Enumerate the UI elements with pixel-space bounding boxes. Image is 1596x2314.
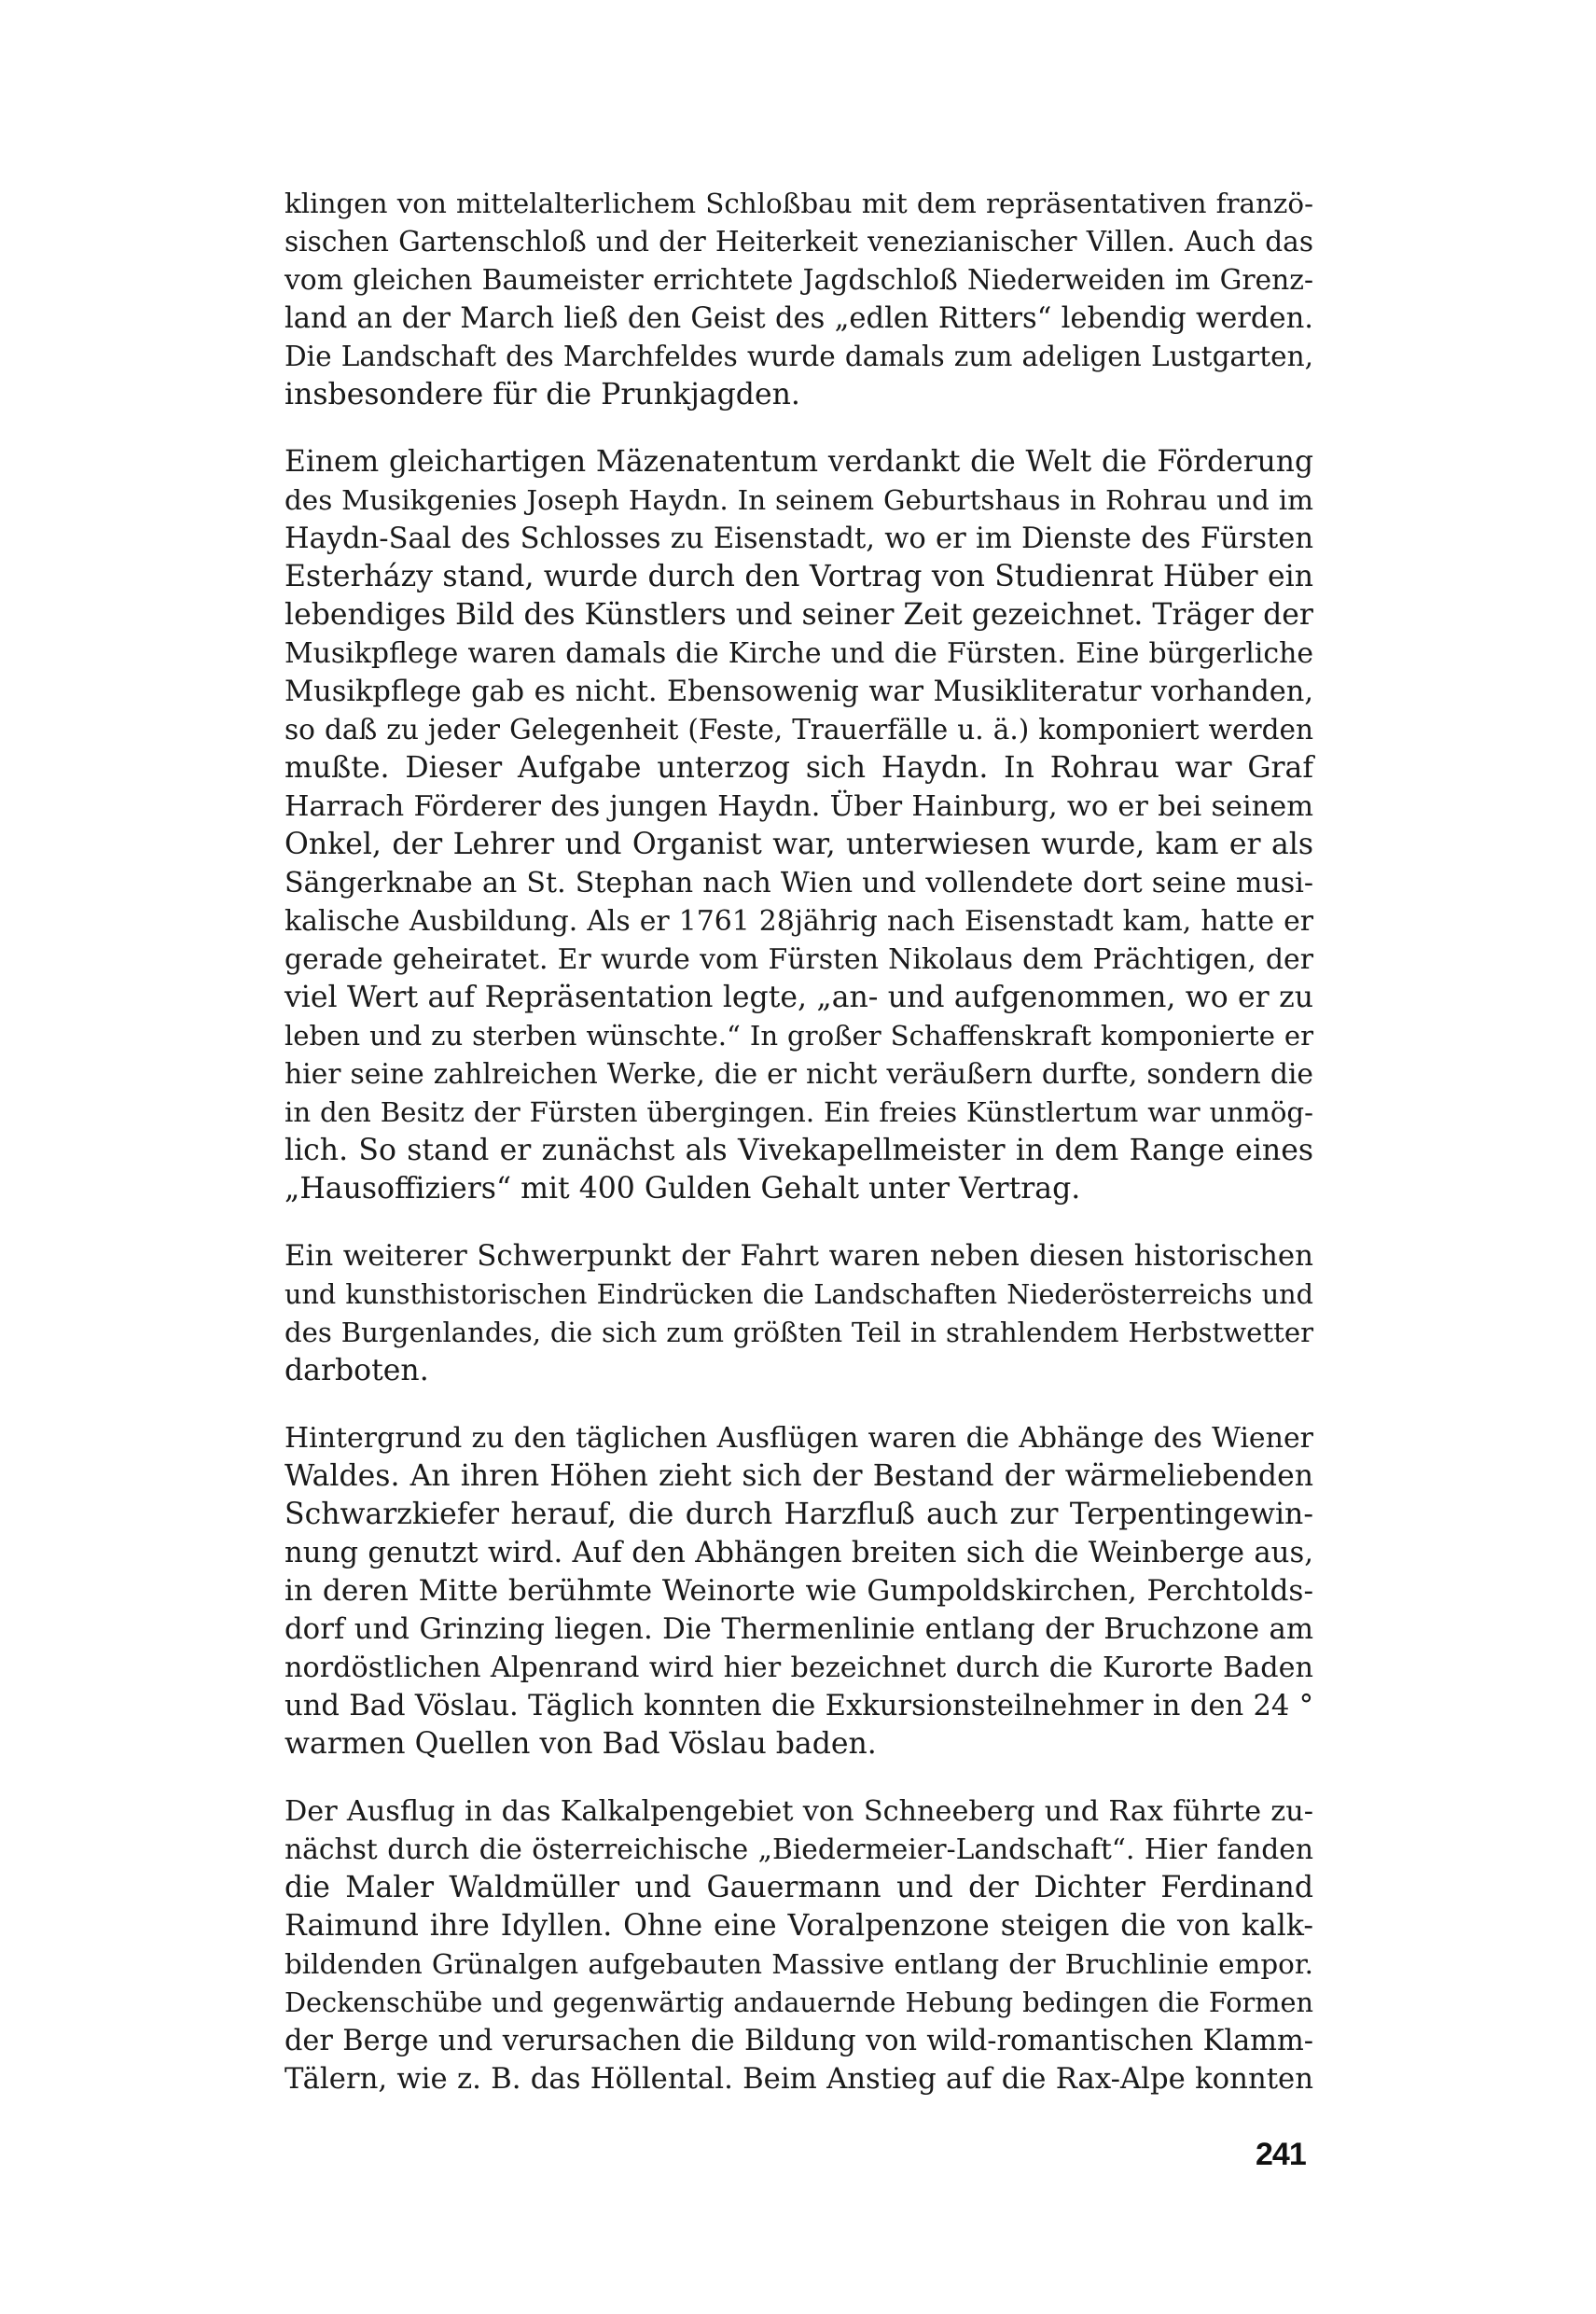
text-line: Ein weiterer Schwerpunkt der Fahrt waren neben diesen historischen [285,1239,1313,1273]
text-line: hier seine zahlreichen Werke, die er nicht veräußern durfte, sondern die [285,1058,1313,1091]
text-line: dorf und Grinzing liegen. Die Thermenlinie entlang der Bruchzone am [285,1612,1313,1646]
text-line: leben und zu sterben wünschte.“ In großer Schaffenskraft komponierte er [285,1020,1313,1052]
text-line: Hintergrund zu den täglichen Ausflügen waren die Abhänge des Wiener [285,1422,1313,1455]
text-line: des Musikgenies Joseph Haydn. In seinem Geburtshaus in Rohrau und im [285,484,1313,516]
text-line: bildenden Grünalgen aufgebauten Massive entlang der Bruchlinie empor. [285,1948,1313,1980]
text-line: sischen Gartenschloß und der Heiterkeit venezianischer Villen. Auch das [285,226,1313,258]
text-line: so daß zu jeder Gelegenheit (Feste, Trauerfälle u. ä.) komponiert werden [285,714,1313,746]
text-line: Musikpflege gab es nicht. Ebensowenig war Musikliteratur vorhanden, [285,676,1313,708]
text-line: in den Besitz der Fürsten übergingen. Ein freies Künstlertum war unmög- [285,1096,1313,1128]
text-line: des Burgenlandes, die sich zum größten Teil in strahlendem Herbstwetter [285,1317,1313,1348]
text-line: kalische Ausbildung. Als er 1761 28jährig nach Eisenstadt kam, hatte er [285,905,1313,938]
text-line: klingen von mittelalterlichem Schloßbau mit dem repräsentativen franzö- [285,188,1313,219]
text-line: insbesondere für die Prunkjagden. [285,378,800,411]
text-line: der Berge und verursachen die Bildung von wild-romantischen Klamm- [285,2025,1313,2057]
text-line: Raimund ihre Idyllen. Ohne eine Voralpenzone steigen die von kalk- [285,1909,1313,1943]
text-line: und Bad Vöslau. Täglich konnten die Exkursionsteilnehmer in den 24 ° [285,1690,1313,1722]
text-line: Die Landschaft des Marchfeldes wurde damals zum adeligen Lustgarten, [285,341,1313,372]
text-line: Waldes. An ihren Höhen zieht sich der Bestand der wärmeliebenden [285,1459,1313,1493]
text-line: lich. So stand er zunächst als Vivekapellmeister in dem Range eines [285,1134,1313,1167]
text-line: Tälern, wie z. B. das Höllental. Beim Anstieg auf die Rax-Alpe konnten [285,2062,1313,2096]
text-line: und kunsthistorischen Eindrücken die Landschaften Niederösterreichs und [285,1278,1313,1310]
text-line: darboten. [285,1354,429,1387]
text-line: Esterházy stand, wurde durch den Vortrag von Studienrat Hüber ein [285,560,1313,593]
text-line: viel Wert auf Repräsentation legte, „an- und aufgenommen, wo er zu [285,981,1313,1014]
page-body [285,185,1313,2127]
text-line: vom gleichen Baumeister errichtete Jagdschloß Niederweiden im Grenz- [285,264,1313,297]
paragraph-3 [285,1237,1313,1390]
text-line: „Hausoffiziers“ mit 400 Gulden Gehalt unter Vertrag. [285,1172,1081,1206]
text-line: Haydn-Saal des Schlosses zu Eisenstadt, wo er im Dienste des Fürsten [285,523,1313,555]
text-line: warmen Quellen von Bad Vöslau baden. [285,1727,877,1761]
text-line: nung genutzt wird. Auf den Abhängen breiten sich die Weinberge aus, [285,1536,1313,1569]
text-line: Harrach Förderer des jungen Haydn. Über Hainburg, wo er bei seinem [285,790,1313,823]
text-line: in deren Mitte berühmte Weinorte wie Gumpoldskirchen, Perchtolds- [285,1574,1313,1608]
text-line: Musikpflege waren damals die Kirche und die Fürsten. Eine bürgerliche [285,637,1313,670]
text-line: nordöstlichen Alpenrand wird hier bezeichnet durch die Kurorte Baden [285,1652,1313,1684]
text-line: Sängerknabe an St. Stephan nach Wien und vollendete dort seine musi- [285,867,1313,899]
paragraph-2 [285,443,1313,1208]
text-line: gerade geheiratet. Er wurde vom Fürsten Nikolaus dem Prächtigen, der [285,943,1313,976]
paragraph-5 [285,1792,1313,2098]
paragraph-1 [285,185,1313,414]
text-line: Schwarzkiefer herauf, die durch Harzfluß auch zur Terpentingewin- [285,1498,1313,1531]
text-line: Der Ausflug in das Kalkalpengebiet von Schneeberg und Rax führte zu- [285,1795,1313,1828]
text-line: land an der March ließ den Geist des „edlen Ritters“ lebendig werden. [285,302,1313,335]
text-line: Deckenschübe und gegenwärtig andauernde Hebung bedingen die Formen [285,1986,1313,2018]
text-line: lebendiges Bild des Künstlers und seiner Zeit gezeichnet. Träger der [285,598,1313,632]
text-line: die Maler Waldmüller und Gauermann und der Dichter Ferdinand [285,1871,1313,1904]
page-number: 241 [1256,2137,1306,2172]
text-line: nächst durch die österreichische „Biedermeier-Landschaft“. Hier fanden [285,1833,1313,1866]
text-line: Onkel, der Lehrer und Organist war, unterwiesen wurde, kam er als [285,828,1313,861]
text-line: mußte. Dieser Aufgabe unterzog sich Haydn. In Rohrau war Graf [285,751,1313,785]
text-line: Einem gleichartigen Mäzenatentum verdankt die Welt die Förderung [285,445,1313,479]
paragraph-4 [285,1419,1313,1763]
